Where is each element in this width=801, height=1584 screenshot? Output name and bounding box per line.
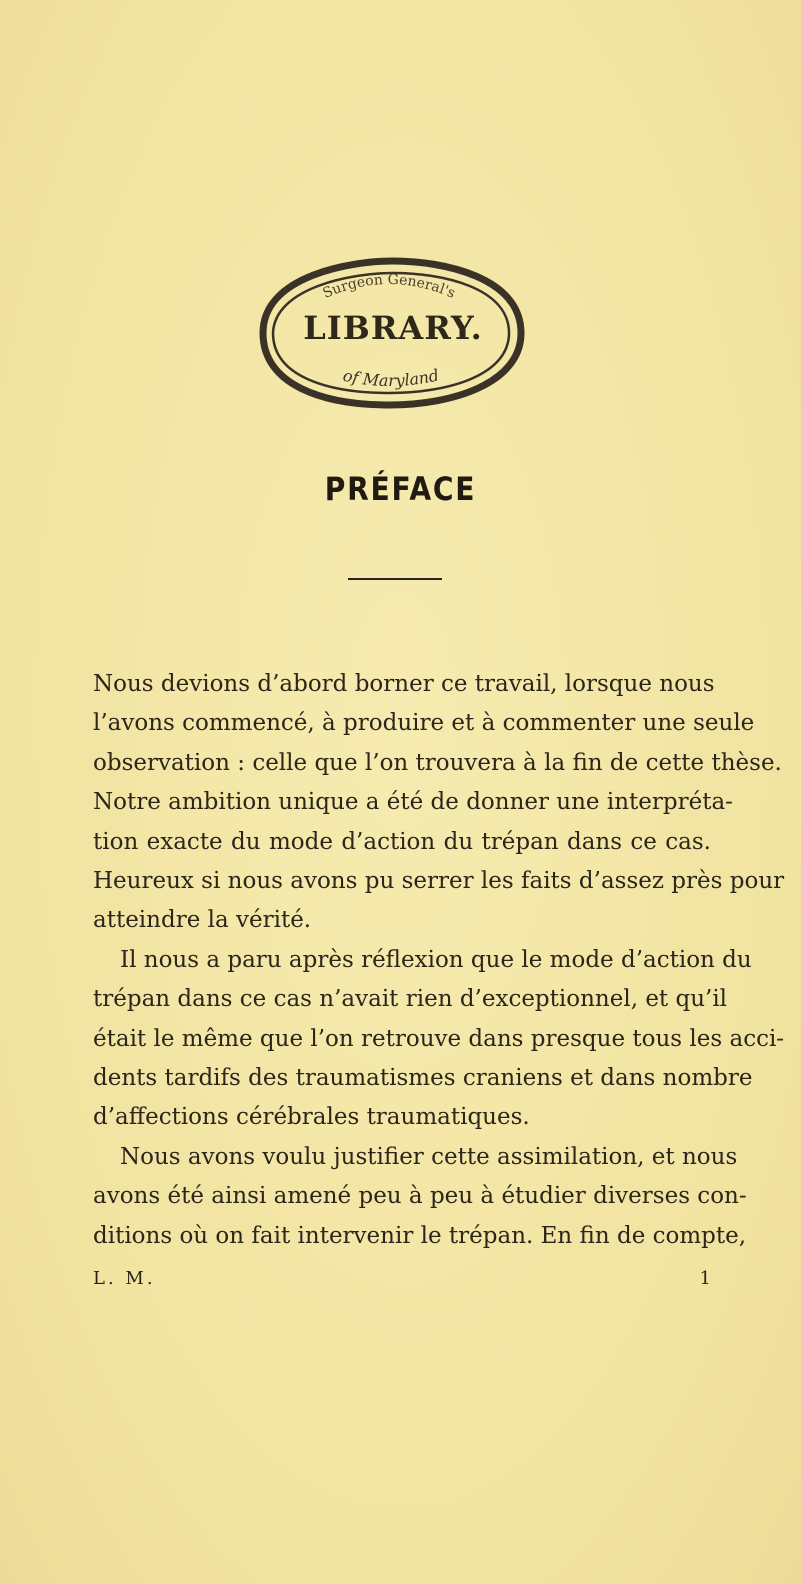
- text-line: l’avons commencé, à produire et à commenter une seule: [93, 710, 755, 737]
- stamp-main-text: LIBRARY.: [303, 309, 483, 347]
- text-line: Il nous a paru après réflexion que le mode d’action du: [120, 946, 752, 973]
- text-line: tion exacte du mode d’action du trépan dans ce cas.: [93, 828, 711, 855]
- library-stamp: [243, 255, 535, 413]
- text-line: était le même que l’on retrouve dans presque tous les acci-: [93, 1025, 785, 1052]
- text-line: trépan dans ce cas n’avait rien d’exceptionnel, et qu’il: [93, 986, 728, 1013]
- text-line: observation : celle que l’on trouvera à la fin de cette thèse.: [93, 749, 782, 776]
- text-line: Notre ambition unique a été de donner une interpréta-: [93, 789, 733, 816]
- title-divider: [348, 578, 442, 580]
- text-line: atteindre la vérité.: [93, 907, 312, 934]
- text-line: d’affections cérébrales traumatiques.: [93, 1104, 530, 1131]
- stamp-bottom-text: of Maryland: [341, 365, 441, 391]
- paragraph: [93, 1138, 747, 1256]
- text-line: Nous devions d’abord borner ce travail, lorsque nous: [93, 671, 715, 697]
- signature-initials: L. M.: [93, 1268, 156, 1289]
- preface-body: [93, 665, 785, 1256]
- paragraph: [93, 941, 785, 1138]
- text-line: dents tardifs des traumatismes craniens et dans nombre: [93, 1065, 753, 1092]
- text-line: ditions où on fait intervenir le trépan. En fin de compte,: [93, 1222, 747, 1249]
- text-line: avons été ainsi amené peu à peu à étudier diverses con-: [93, 1183, 747, 1210]
- text-line: Heureux si nous avons pu serrer les faits d’assez près pour: [93, 868, 785, 895]
- text-line: Nous avons voulu justifier cette assimilation, et nous: [120, 1143, 738, 1170]
- stamp-top-text: Surgeon General's: [320, 271, 458, 302]
- page-number: 1: [699, 1268, 711, 1289]
- paragraph: [93, 665, 785, 941]
- page-footer: [93, 1268, 711, 1298]
- page-title: PRÉFACE: [324, 470, 477, 508]
- svg-text:of Maryland: [341, 365, 440, 390]
